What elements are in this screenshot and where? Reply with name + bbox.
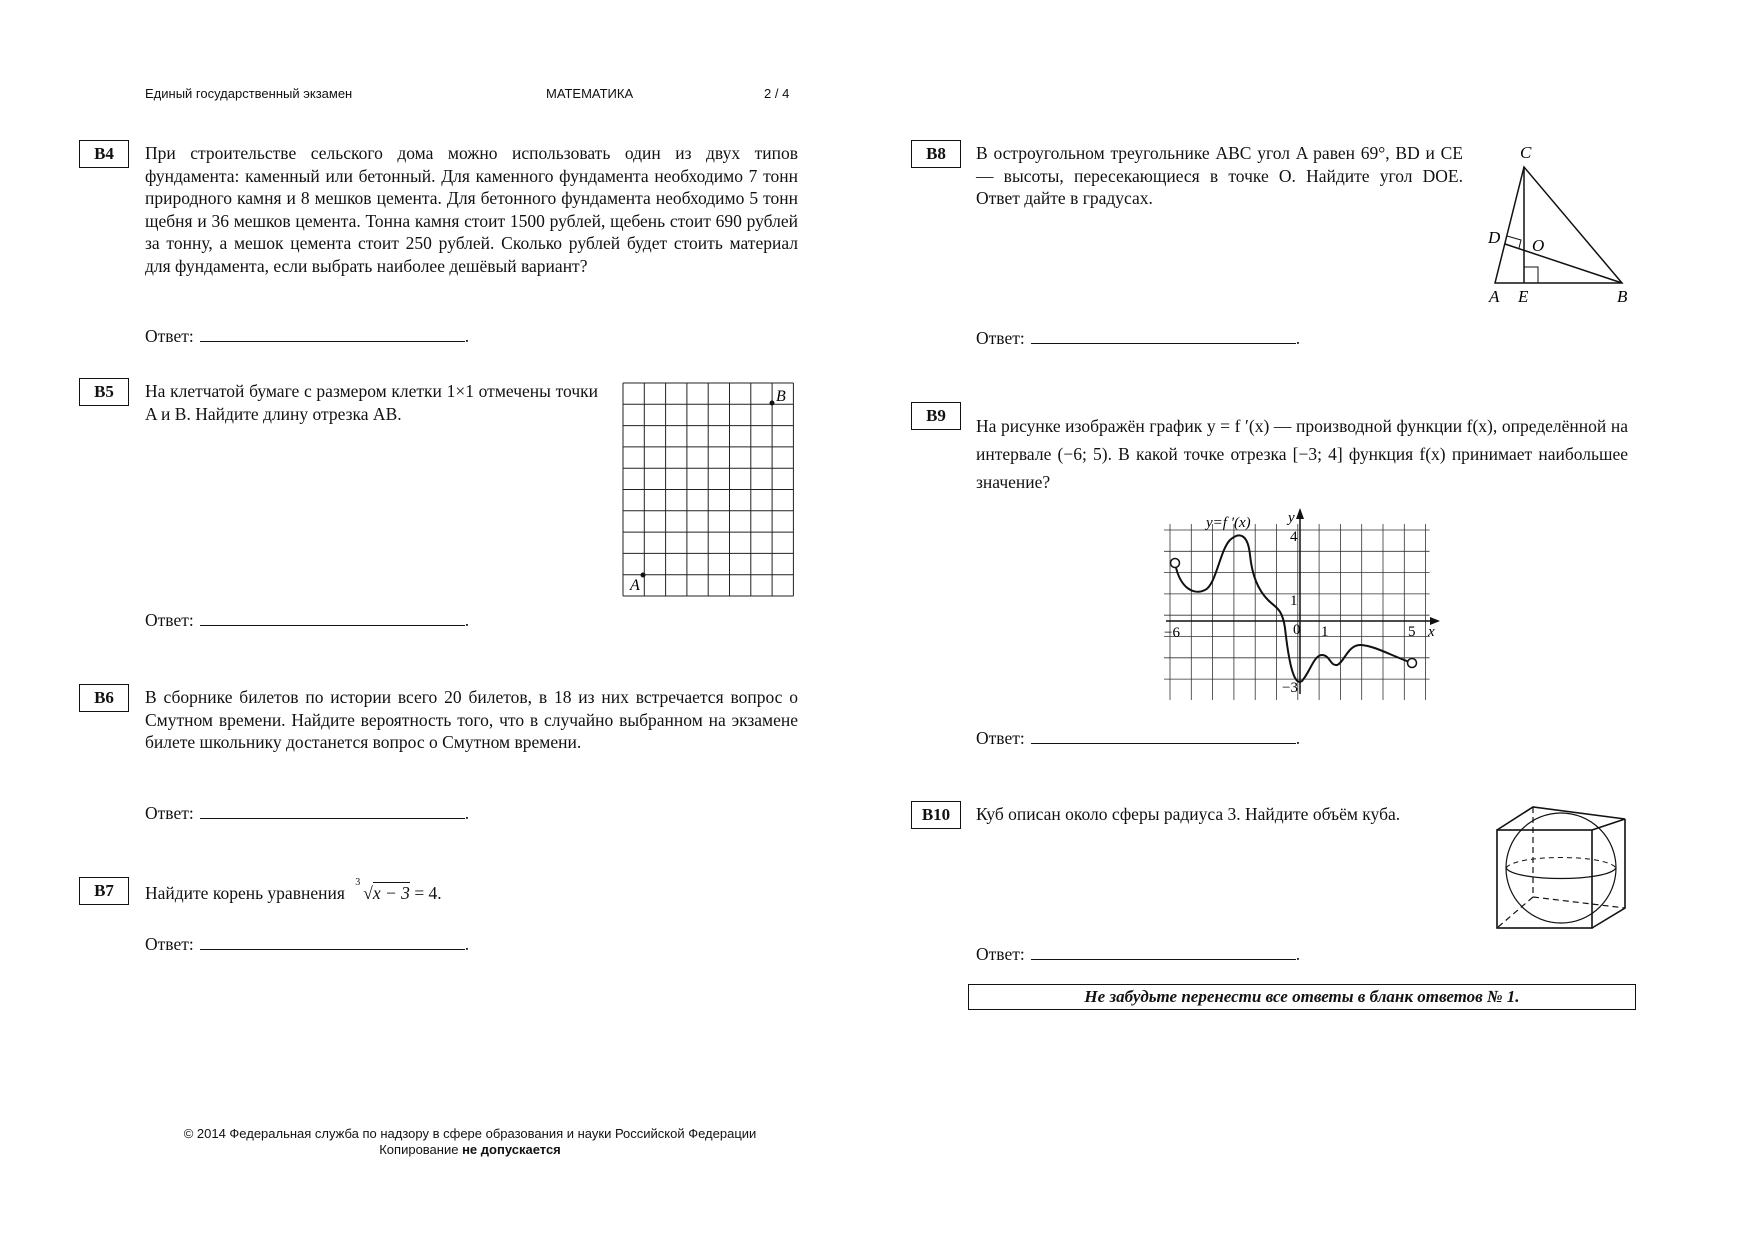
altitude-bd bbox=[1505, 244, 1622, 283]
equation-rhs: = 4. bbox=[409, 883, 442, 903]
answer-b6: Ответ: . bbox=[145, 803, 470, 823]
point-b-label: B bbox=[776, 388, 786, 405]
tick-neg6: −6 bbox=[1164, 625, 1180, 641]
answer-label: Ответ: bbox=[976, 728, 1025, 748]
problem-label-b9: B9 bbox=[911, 402, 961, 430]
footer-copy-prefix: Копирование bbox=[379, 1142, 463, 1157]
equation-prefix: Найдите корень уравнения bbox=[145, 883, 345, 903]
cube-top-edges bbox=[1497, 807, 1625, 830]
cube-right-edges bbox=[1592, 819, 1625, 928]
reminder-box: Не забудьте перенести все ответы в бланк ответов № 1. bbox=[968, 984, 1636, 1010]
answer-field-b5[interactable] bbox=[200, 608, 465, 626]
derivative-graph-b9 bbox=[1150, 500, 1450, 700]
curve-label: y=f ′(x) bbox=[1206, 515, 1251, 531]
answer-label: Ответ: bbox=[145, 803, 194, 823]
point-a-dot bbox=[641, 573, 646, 578]
answer-b4: Ответ: . bbox=[145, 326, 470, 346]
problem-text-b4: При строительстве сельского дома можно использовать один из двух типов фундамента: каменный или бетонный. Для каменного фундамента необходимо 7 тонн природного камня и 8 мешков цемента. Для бетонного фундамента необходимо 5 тонн щебня и 36 мешков цемента. Тонна камня стоит 1500 рублей, щебень стоит 690 рублей за тонну, а мешок цемента стоит 250 рублей. Сколько рублей будет стоить материал для фундамента, если выбрать наиболее дешёвый вариант? bbox=[145, 143, 798, 276]
root-index: 3 bbox=[355, 877, 361, 888]
footer-copy-notice bbox=[120, 1142, 820, 1157]
cube-root-expression: 3 √x − 3 bbox=[355, 877, 410, 903]
vertex-b-label: B bbox=[1617, 287, 1628, 306]
answer-b7: Ответ: . bbox=[145, 934, 470, 954]
header-exam-title: Единый государственный экзамен bbox=[145, 86, 353, 101]
vertex-c-label: C bbox=[1520, 143, 1532, 162]
open-endpoint-left bbox=[1171, 559, 1180, 568]
problem-label-b8: B8 bbox=[911, 140, 961, 168]
answer-label: Ответ: bbox=[976, 328, 1025, 348]
point-b-dot bbox=[770, 401, 775, 406]
problem-label-b5: B5 bbox=[79, 378, 129, 406]
triangle-abc bbox=[1495, 167, 1622, 283]
open-endpoint-right bbox=[1408, 659, 1417, 668]
problem-text-b8: В остроугольном треугольнике ABC угол A равен 69°, BD и CE — высоты, пересекающиеся в точке O. Найдите угол DOE. Ответ дайте в градусах. bbox=[976, 143, 1463, 208]
tick-ym3: −3 bbox=[1282, 680, 1298, 696]
problem-text-b6: В сборнике билетов по истории всего 20 билетов, в 18 из них встречается вопрос о Смутном времени. Найдите вероятность того, что в случайно выбранном на экзамене билете школьнику достанется вопрос о Смутном времени. bbox=[145, 687, 798, 752]
problem-text-b5: На клетчатой бумаге с размером клетки 1×1 отмечены точки A и B. Найдите длину отрезка AB. bbox=[145, 381, 598, 424]
tick-1: 1 bbox=[1321, 624, 1329, 640]
right-angle-d bbox=[1507, 236, 1521, 248]
point-e-label: E bbox=[1518, 287, 1529, 306]
problem-label-b4: B4 bbox=[79, 140, 129, 168]
answer-b9: Ответ: . bbox=[976, 728, 1301, 748]
problem-text-b9: На рисунке изображён график y = f ′(x) — производной функции f(x), определённой на интервале (−6; 5). В какой точке отрезка [−3; 4] функция f(x) принимает наибольшее значение? bbox=[976, 416, 1628, 492]
sphere-equator-front bbox=[1506, 868, 1616, 879]
answer-b10: Ответ: . bbox=[976, 944, 1301, 964]
x-axis-label: x bbox=[1428, 624, 1435, 640]
problem-label-b6: B6 bbox=[79, 684, 129, 712]
answer-label: Ответ: bbox=[976, 944, 1025, 964]
answer-label: Ответ: bbox=[145, 326, 194, 346]
point-o-label: O bbox=[1532, 236, 1545, 255]
right-angle-e bbox=[1524, 267, 1538, 283]
problem-text-b7 bbox=[145, 877, 442, 904]
cube-sphere-figure-b10 bbox=[1490, 800, 1630, 940]
radicand: x − 3 bbox=[372, 883, 410, 903]
answer-field-b4[interactable] bbox=[200, 324, 465, 342]
point-a-label: A bbox=[630, 577, 640, 594]
answer-field-b6[interactable] bbox=[200, 801, 465, 819]
tick-y1: 1 bbox=[1290, 593, 1298, 609]
triangle-figure-b8 bbox=[1480, 140, 1640, 310]
footer-copyright: © 2014 Федеральная служба по надзору в сфере образования и науки Российской Федерации bbox=[183, 1126, 757, 1141]
footer-copy-bold: не допускается bbox=[462, 1142, 561, 1157]
y-axis-arrow bbox=[1296, 508, 1304, 519]
header-subject: МАТЕМАТИКА bbox=[546, 86, 634, 101]
sphere-equator-back bbox=[1506, 858, 1616, 869]
answer-field-b9[interactable] bbox=[1031, 726, 1296, 744]
answer-field-b10[interactable] bbox=[1031, 942, 1296, 960]
tick-0: 0 bbox=[1293, 622, 1301, 638]
point-d-label: D bbox=[1488, 228, 1501, 247]
answer-field-b8[interactable] bbox=[1031, 326, 1296, 344]
answer-b8: Ответ: . bbox=[976, 328, 1301, 348]
y-axis-label: y bbox=[1288, 510, 1295, 526]
answer-label: Ответ: bbox=[145, 610, 194, 630]
problem-label-b7: B7 bbox=[79, 877, 129, 905]
grid-figure-b5 bbox=[620, 380, 800, 600]
vertex-a-label: A bbox=[1489, 287, 1500, 306]
tick-y4: 4 bbox=[1290, 529, 1298, 545]
answer-b5: Ответ: . bbox=[145, 610, 470, 630]
tick-5: 5 bbox=[1408, 624, 1416, 640]
answer-field-b7[interactable] bbox=[200, 932, 465, 950]
header-page-number: 2 / 4 bbox=[764, 86, 790, 101]
answer-label: Ответ: bbox=[145, 934, 194, 954]
problem-text-b10: Куб описан около сферы радиуса 3. Найдите объём куба. bbox=[976, 804, 1401, 824]
problem-label-b10: B10 bbox=[911, 801, 961, 829]
